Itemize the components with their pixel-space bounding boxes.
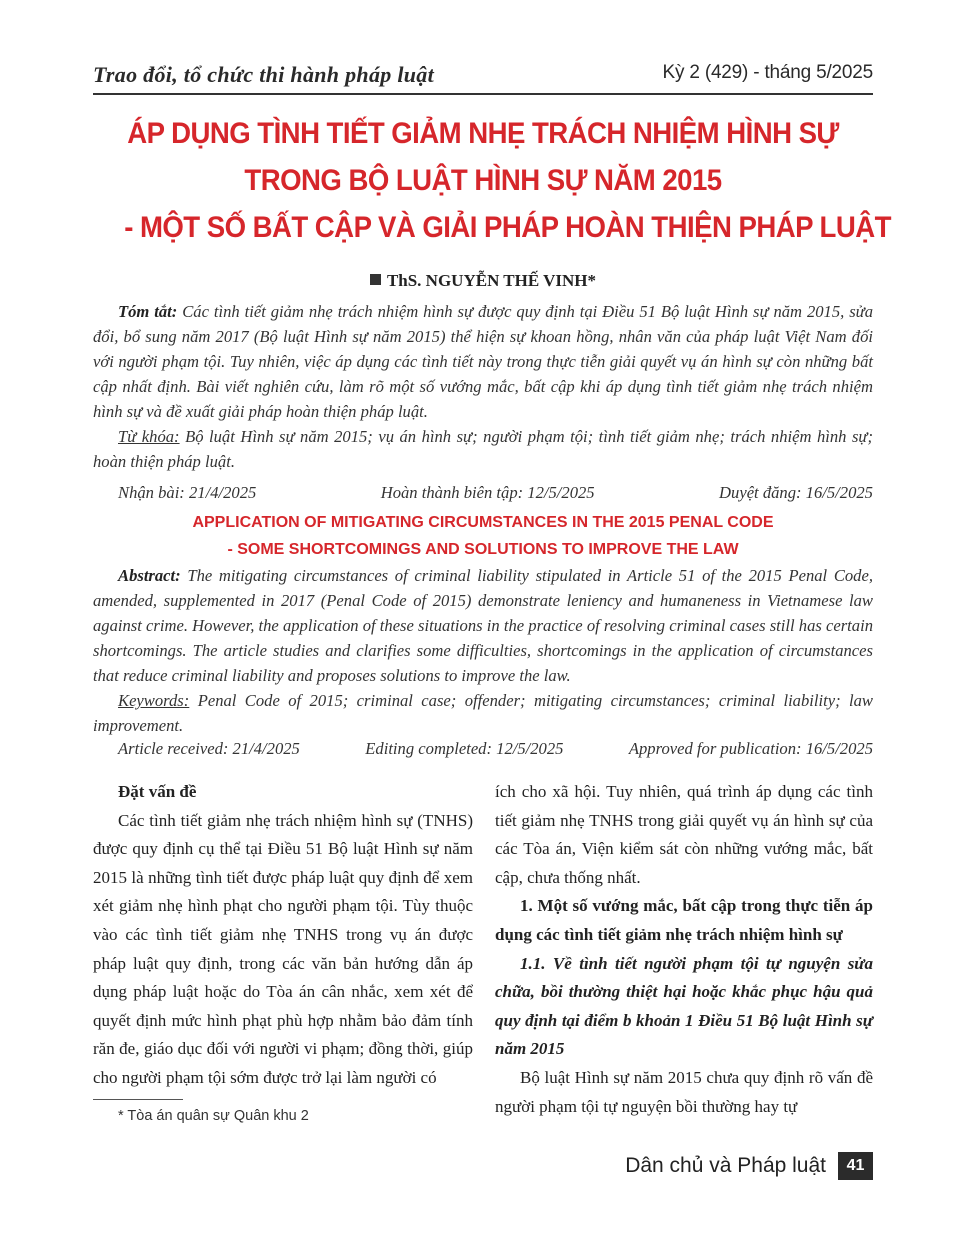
square-bullet-icon [370,274,381,285]
paragraph-continued: ích cho xã hội. Tuy nhiên, quá trình áp dụng các tình tiết giảm nhẹ TNHS trong giải quyết vụ án hình sự của các Tòa án, Viện kiểm sát còn những vướng mắc, bất cập, chưa thống nhất. [495,782,873,887]
approved-date: Duyệt đăng: 16/5/2025 [719,483,873,502]
article-title-en-line: APPLICATION OF MITIGATING CIRCUMSTANCES IN THE 2015 PENAL CODE [192,514,774,531]
journal-section: Trao đổi, tổ chức thi hành pháp luật [93,62,435,87]
article-title [124,110,891,251]
article-title-en-line: - SOME SHORTCOMINGS AND SOLUTIONS TO IMPROVE THE LAW [227,541,739,558]
article-title-en [93,509,873,563]
abstract-vi [93,299,873,474]
edited-date: Hoàn thành biên tập: 12/5/2025 [380,483,595,502]
dates-en [118,739,873,759]
abstract-vi-text: Các tình tiết giảm nhẹ trách nhiệm hình sự được quy định tại Điều 51 Bộ luật Hình sự năm 2015, sửa đổi, bổ sung năm 2017 (Bộ luật Hình sự năm 2015) thể hiện sự khoan hồng, nhân văn của pháp luật Việt Nam đối với người phạm tội. Tuy nhiên, việc áp dụng các tình tiết này trong thực tiễn giải quyết vụ án hình sự còn những bất cập nhất định. Bài viết nghiên cứu, làm rõ một số vướng mắc, bất cập khi áp dụng tình tiết giảm nhẹ trách nhiệm hình sự và đề xuất giải pháp hoàn thiện pháp luật. [93,302,873,421]
intro-heading: Đặt vấn đề [118,782,197,801]
article-title-line: - MỘT SỐ BẤT CẬP VÀ GIẢI PHÁP HOÀN THIỆN PHÁP LUẬT [124,211,891,244]
header-divider [93,93,873,95]
issue-number: Kỳ 2 (429) - tháng 5/2025 [662,62,873,83]
abstract-vi-label: Tóm tắt: [118,302,178,321]
article-title-line: TRONG BỘ LUẬT HÌNH SỰ NĂM 2015 [244,164,722,197]
author-name: ThS. NGUYỄN THẾ VINH* [386,271,597,290]
section-heading-1-1: 1.1. Về tình tiết người phạm tội tự nguyện sửa chữa, bồi thường thiệt hại hoặc khắc phục hậu quả quy định tại điểm b khoản 1 Điều 51 Bộ luật Hình sự năm 2015 [495,953,873,1059]
intro-paragraph: Các tình tiết giảm nhẹ trách nhiệm hình sự (TNHS) được quy định cụ thể tại Điều 51 Bộ luật Hình sự năm 2015 là những tình tiết được pháp luật quy định để xem xét giảm nhẹ hình phạt cho người phạm tội. Tùy thuộc vào các tình tiết giảm nhẹ TNHS trong vụ án được pháp luật quy định, trong các văn bản hướng dẫn áp dụng pháp luật hoặc do Tòa án cân nhắc, xem xét để quyết định mức hình phạt phù hợp nhằm bảo đảm tính răn đe, giáo dục đối với người vi phạm; đồng thời, giúp cho người phạm tội sớm được trở lại làm người có [93,810,473,1087]
abstract-en-label: Abstract: [118,566,181,585]
edited-date-en: Editing completed: 12/5/2025 [365,739,564,758]
body-right-column [495,778,873,1121]
dates-vi [118,483,873,503]
keywords-vi-label: Từ khóa: [118,427,180,446]
page-footer [625,1152,873,1180]
approved-date-en: Approved for publication: 16/5/2025 [628,739,873,758]
keywords-vi-text: Bộ luật Hình sự năm 2015; vụ án hình sự; người phạm tội; tình tiết giảm nhẹ; trách nhiệm hình sự; hoàn thiện pháp luật. [93,427,874,471]
section-heading-1: 1. Một số vướng mắc, bất cập trong thực tiễn áp dụng các tình tiết giảm nhẹ trách nhiệm hình sự [495,896,873,944]
keywords-en-text: Penal Code of 2015; criminal case; offender; mitigating circumstances; criminal liability; law improvement. [93,691,873,735]
received-date-en: Article received: 21/4/2025 [118,739,300,758]
abstract-en-text: The mitigating circumstances of criminal liability stipulated in Article 51 of the 2015 Penal Code, amended, supplemented in 2017 (Penal Code of 2015) demonstrate leniency and humaneness in Vietnamese law against crime. However, the application of these situations in the practice of resolving criminal cases still has certain shortcomings. The article studies and clarifies some difficulties, shortcomings in the application of circumstances that reduce criminal liability and proposes solutions to improve the law. [93,566,873,685]
abstract-en [93,563,873,738]
article-title-line: ÁP DỤNG TÌNH TIẾT GIẢM NHẸ TRÁCH NHIỆM HÌNH SỰ [127,117,839,150]
received-date: Nhận bài: 21/4/2025 [118,483,257,502]
author [93,271,873,291]
body-left-column [93,778,473,1093]
page-number: 41 [838,1152,873,1180]
journal-name: Dân chủ và Pháp luật [625,1154,826,1177]
author-affiliation-footnote: * Tòa án quân sự Quân khu 2 [118,1108,309,1124]
keywords-en-label: Keywords: [118,691,190,710]
footnote-divider [93,1099,183,1100]
section-paragraph: Bộ luật Hình sự năm 2015 chưa quy định rõ vấn đề người phạm tội tự nguyện bồi thường hay tự [495,1067,873,1116]
